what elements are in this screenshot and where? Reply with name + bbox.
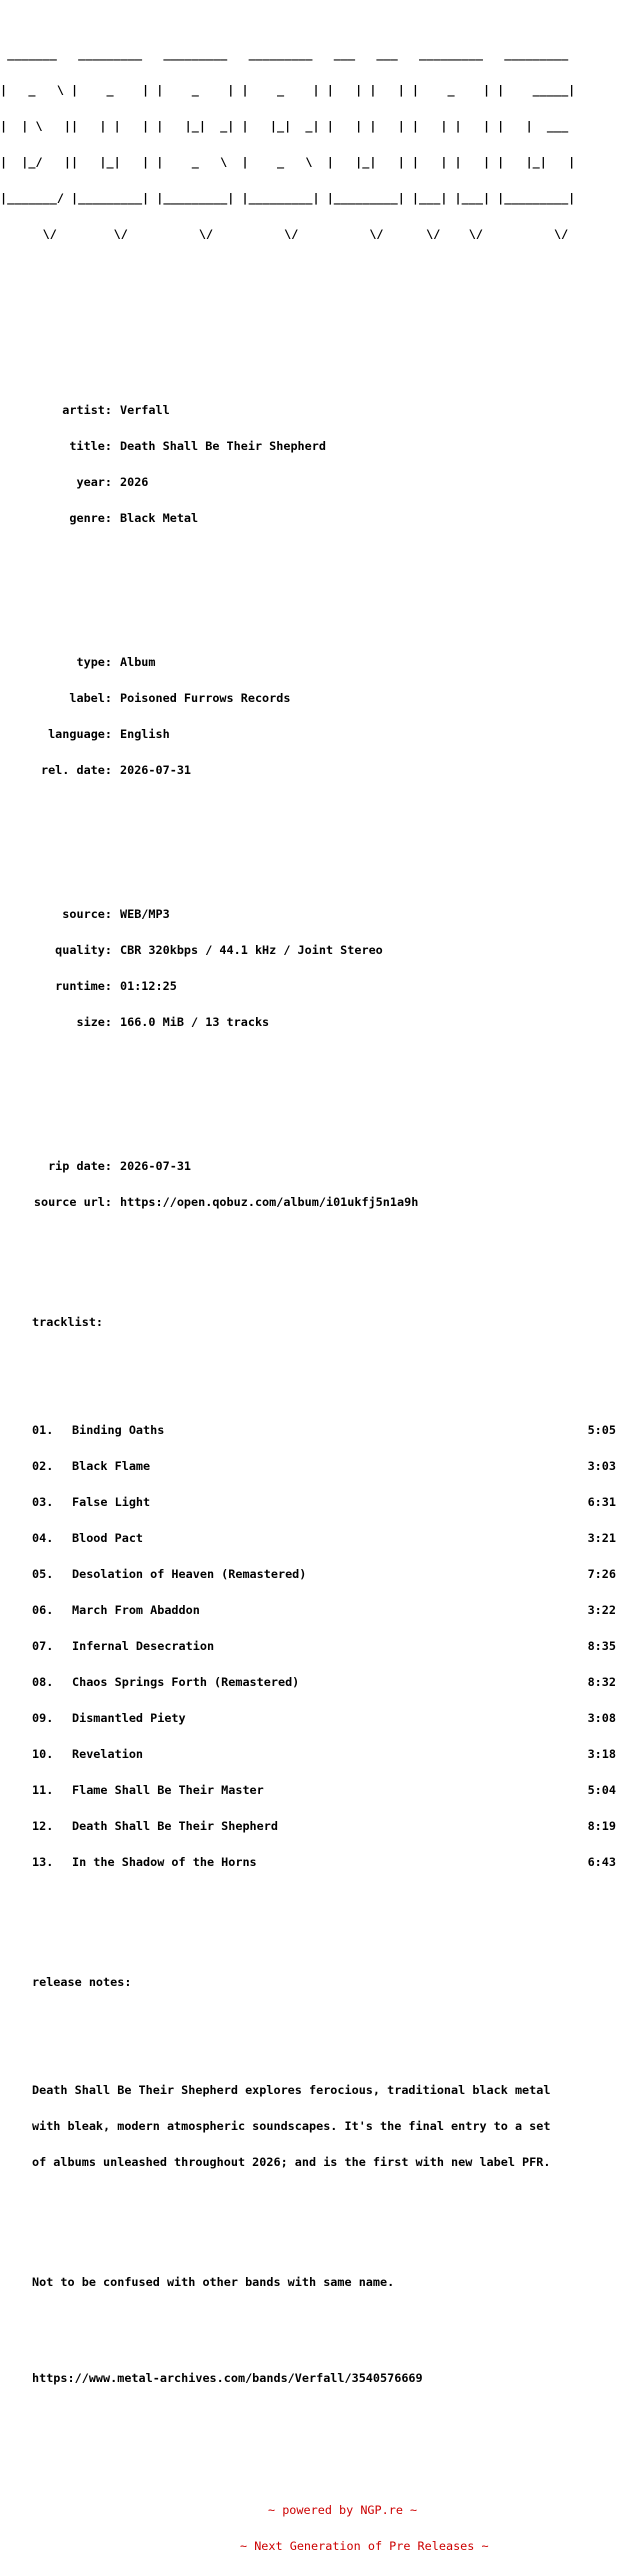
release-notes-line: with bleak, modern atmospheric soundscapes. It's the final entry to a set xyxy=(32,2119,551,2133)
track-row xyxy=(0,1640,616,1652)
info-label: language: xyxy=(48,727,112,741)
tracklist-heading: tracklist: xyxy=(32,1315,104,1329)
banner-line: |_______/ |_________| |_________| |_________| |_________| |___| |___| |_________| xyxy=(0,191,576,205)
info-label: label: xyxy=(69,691,112,705)
track-number: 10. xyxy=(32,1747,54,1761)
track-length: 3:08 xyxy=(587,1711,616,1725)
track-row xyxy=(0,1532,616,1544)
track-row xyxy=(0,1784,616,1796)
track-number: 02. xyxy=(32,1459,54,1473)
track-title: False Light xyxy=(72,1495,151,1509)
info-label: size: xyxy=(76,1015,112,1029)
track-title: March From Abaddon xyxy=(72,1603,200,1617)
info-row-quality xyxy=(0,944,616,956)
track-title: Black Flame xyxy=(72,1459,151,1473)
track-title: In the Shadow of the Horns xyxy=(72,1855,257,1869)
info-value: English xyxy=(120,727,170,741)
track-length: 3:18 xyxy=(587,1747,616,1761)
track-title: Infernal Desecration xyxy=(72,1639,215,1653)
info-value: 2026 xyxy=(120,475,149,489)
info-label: genre: xyxy=(69,511,112,525)
info-value: Poisoned Furrows Records xyxy=(120,691,291,705)
track-title: Death Shall Be Their Shepherd xyxy=(72,1819,278,1833)
track-title: Chaos Springs Forth (Remastered) xyxy=(72,1675,300,1689)
info-label: year: xyxy=(76,475,112,489)
info-row-source-url xyxy=(0,1196,616,1208)
info-label: title: xyxy=(69,439,112,453)
info-group-rip xyxy=(0,1136,616,1232)
info-label: runtime: xyxy=(55,979,112,993)
info-label: source: xyxy=(62,907,112,921)
track-title: Revelation xyxy=(72,1747,144,1761)
info-value: 2026-07-31 xyxy=(120,1159,192,1173)
track-number: 06. xyxy=(32,1603,54,1617)
track-length: 3:22 xyxy=(587,1603,616,1617)
track-row xyxy=(0,1604,616,1616)
info-row-type xyxy=(0,656,616,668)
info-label: artist: xyxy=(62,403,112,417)
info-row-rel-date xyxy=(0,764,616,776)
info-row-artist xyxy=(0,404,616,416)
banner-line: | | \ || | | | | |_| _| | |_| _| | | | | | | | | | | ___ xyxy=(0,119,576,133)
track-number: 05. xyxy=(32,1567,54,1581)
info-value: WEB/MP3 xyxy=(120,907,170,921)
tracklist xyxy=(0,1400,616,1892)
track-row xyxy=(0,1820,616,1832)
info-row-genre xyxy=(0,512,616,524)
track-title: Blood Pact xyxy=(72,1531,144,1545)
info-value: Death Shall Be Their Shepherd xyxy=(120,439,326,453)
release-notes-line: of albums unleashed throughout 2026; and is the first with new label PFR. xyxy=(32,2155,551,2169)
track-number: 07. xyxy=(32,1639,54,1653)
track-length: 8:19 xyxy=(587,1819,616,1833)
banner-line: | |_/ || |_| | | _ \ | _ \ | |_| | | | | | | |_| | xyxy=(0,155,576,169)
track-length: 8:32 xyxy=(587,1675,616,1689)
track-length: 6:43 xyxy=(587,1855,616,1869)
info-row-size xyxy=(0,1016,616,1028)
info-value: CBR 320kbps / 44.1 kHz / Joint Stereo xyxy=(120,943,383,957)
footer-tagline: ~ Next Generation of Pre Releases ~ xyxy=(240,2539,489,2553)
ascii-banner xyxy=(0,24,616,264)
info-value: Album xyxy=(120,655,156,669)
banner-line: | _ \ | _ | | _ | | _ | | | | | | _ | | _____| xyxy=(0,83,576,97)
track-number: 09. xyxy=(32,1711,54,1725)
footer-powered-by: ~ powered by NGP.re ~ xyxy=(268,2503,418,2517)
release-notes-heading: release notes: xyxy=(32,1975,132,1989)
info-row-title xyxy=(0,440,616,452)
info-label: source url: xyxy=(33,1195,112,1209)
info-value: 2026-07-31 xyxy=(120,763,192,777)
track-row xyxy=(0,1496,616,1508)
info-value: Verfall xyxy=(120,403,170,417)
info-label: type: xyxy=(76,655,112,669)
info-value: 01:12:25 xyxy=(120,979,177,993)
track-length: 5:04 xyxy=(587,1783,616,1797)
track-row xyxy=(0,1424,616,1436)
info-label: quality: xyxy=(55,943,112,957)
track-number: 11. xyxy=(32,1783,54,1797)
info-row-language xyxy=(0,728,616,740)
track-number: 08. xyxy=(32,1675,54,1689)
track-length: 7:26 xyxy=(587,1567,616,1581)
track-row xyxy=(0,1712,616,1724)
banner-line: \/ \/ \/ \/ \/ \/ \/ \/ xyxy=(0,227,583,241)
info-row-label xyxy=(0,692,616,704)
info-row-rip-date xyxy=(0,1160,616,1172)
info-group-release xyxy=(0,380,616,548)
track-row xyxy=(0,1748,616,1760)
track-length: 6:31 xyxy=(587,1495,616,1509)
info-label: rel. date: xyxy=(40,763,112,777)
info-group-source xyxy=(0,884,616,1052)
release-notes-paragraph xyxy=(0,2060,616,2192)
track-number: 13. xyxy=(32,1855,54,1869)
track-number: 01. xyxy=(32,1423,54,1437)
track-title: Binding Oaths xyxy=(72,1423,165,1437)
release-notes-line: Death Shall Be Their Shepherd explores ferocious, traditional black metal xyxy=(32,2083,551,2097)
track-title: Dismantled Piety xyxy=(72,1711,186,1725)
info-value: 166.0 MiB / 13 tracks xyxy=(120,1015,270,1029)
info-row-year xyxy=(0,476,616,488)
track-length: 8:35 xyxy=(587,1639,616,1653)
track-length: 3:03 xyxy=(587,1459,616,1473)
track-number: 12. xyxy=(32,1819,54,1833)
info-label: rip date: xyxy=(48,1159,112,1173)
track-row xyxy=(0,1568,616,1580)
banner-line: _______ _________ _________ _________ ___ ___ _________ _________ xyxy=(0,47,576,61)
info-row-source xyxy=(0,908,616,920)
track-number: 04. xyxy=(32,1531,54,1545)
track-row xyxy=(0,1460,616,1472)
track-length: 3:21 xyxy=(587,1531,616,1545)
info-row-runtime xyxy=(0,980,616,992)
track-title: Desolation of Heaven (Remastered) xyxy=(72,1567,307,1581)
metal-archives-link[interactable]: https://www.metal-archives.com/bands/Verfall/3540576669 xyxy=(32,2371,423,2385)
track-number: 03. xyxy=(32,1495,54,1509)
track-title: Flame Shall Be Their Master xyxy=(72,1783,264,1797)
info-value: Black Metal xyxy=(120,511,199,525)
track-row xyxy=(0,1676,616,1688)
release-notes-disclaimer: Not to be confused with other bands with same name. xyxy=(32,2275,395,2289)
source-url-link[interactable]: https://open.qobuz.com/album/i01ukfj5n1a9h xyxy=(120,1195,419,1209)
track-length: 5:05 xyxy=(587,1423,616,1437)
info-group-label xyxy=(0,632,616,800)
track-row xyxy=(0,1856,616,1868)
